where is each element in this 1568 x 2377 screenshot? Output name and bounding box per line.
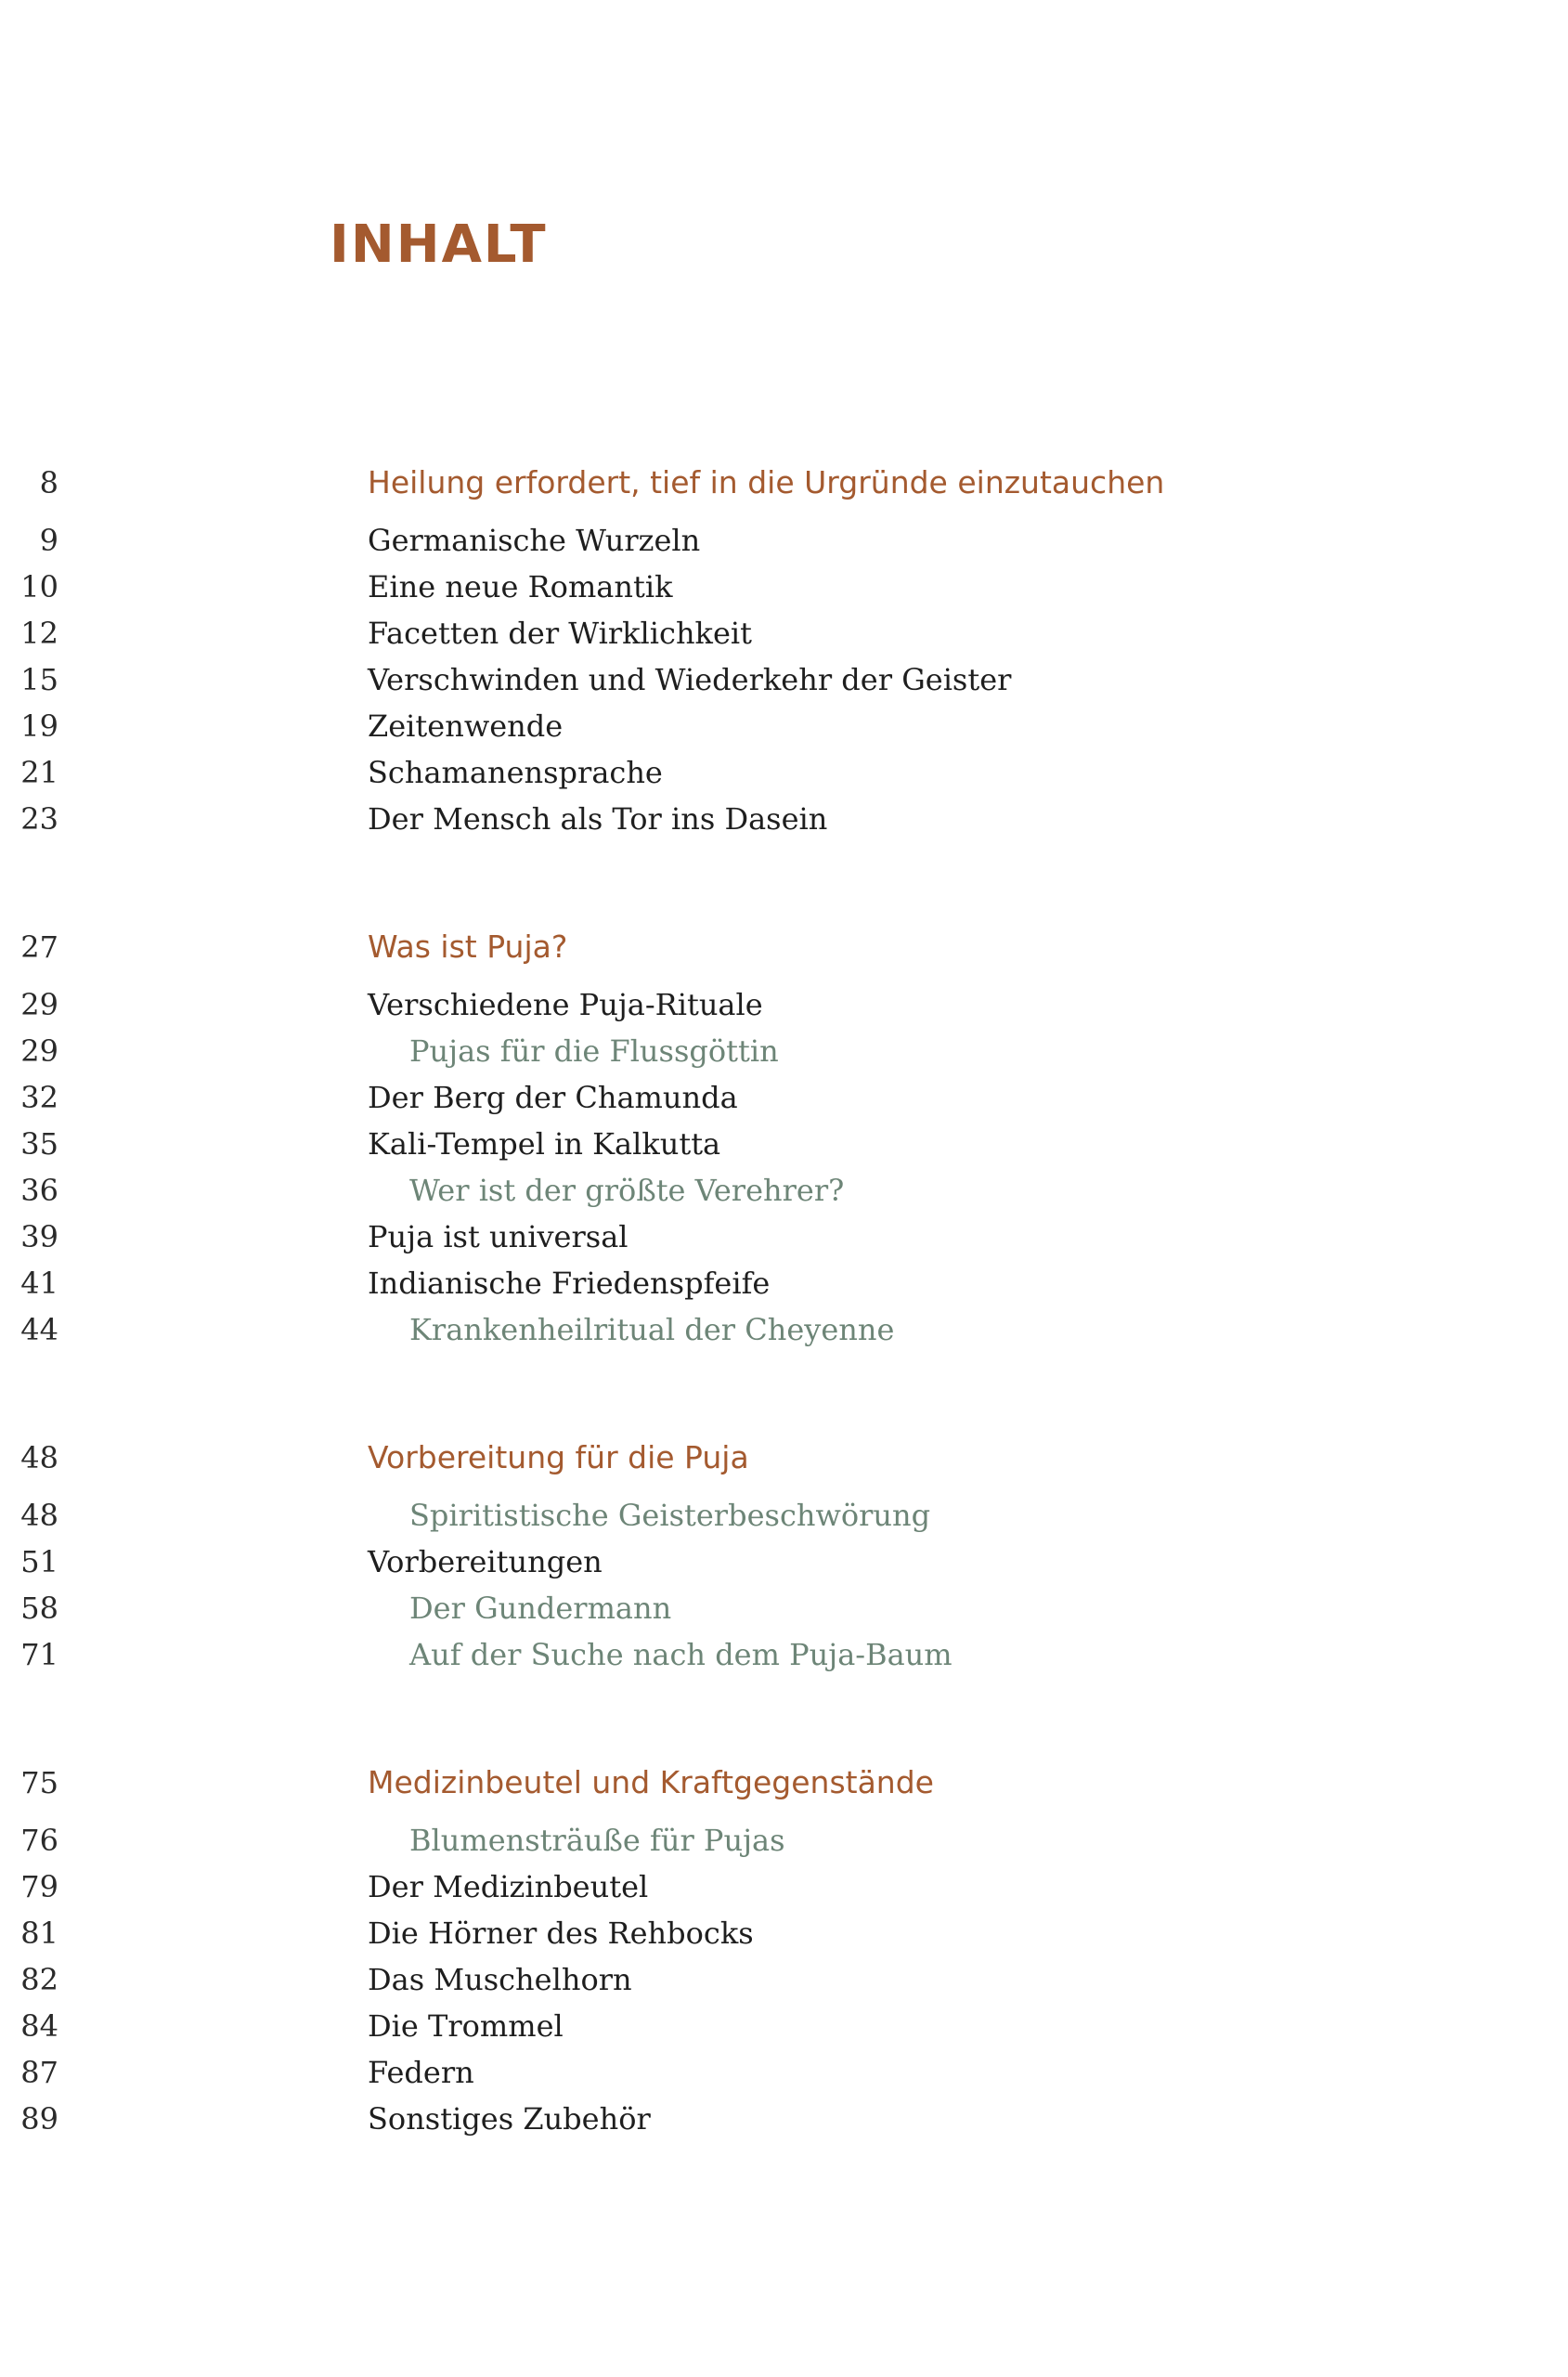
toc-entry-title: Facetten der Wirklichkeit [368, 616, 752, 651]
toc-entry-title: Indianische Friedenspfeife [368, 1266, 771, 1301]
toc-entry[interactable] [0, 1214, 1300, 1260]
toc-page-number: 29 [20, 987, 58, 1022]
toc-page-number: 41 [20, 1266, 58, 1301]
toc-entry[interactable] [0, 796, 1300, 842]
toc-page-number: 23 [20, 801, 58, 837]
toc-entry[interactable] [0, 1260, 1300, 1306]
toc-chapter-heading[interactable] [0, 1760, 1300, 1806]
toc-entry[interactable] [0, 749, 1300, 796]
toc-page-number: 58 [20, 1591, 58, 1626]
toc-entry-title: Germanische Wurzeln [368, 523, 701, 558]
toc-entry[interactable] [0, 564, 1300, 610]
toc-entry[interactable] [0, 1074, 1300, 1121]
toc-entry-title: Der Medizinbeutel [368, 1869, 649, 1904]
toc-chapter-title: Medizinbeutel und Kraftgegenstände [368, 1764, 934, 1800]
toc-entry[interactable] [0, 610, 1300, 656]
toc-entry[interactable] [0, 981, 1300, 1028]
toc-entry-title: Puja ist universal [368, 1219, 628, 1254]
toc-entry-title: Die Trommel [368, 2008, 564, 2044]
toc-entry[interactable] [0, 1121, 1300, 1167]
toc-subentry[interactable] [0, 1306, 1300, 1353]
toc-subentry[interactable] [0, 1492, 1300, 1539]
toc-subentry[interactable] [0, 1585, 1300, 1631]
toc-page-number: 9 [39, 523, 58, 558]
toc-entry-title: Kali-Tempel in Kalkutta [368, 1126, 721, 1162]
toc-entry-title: Pujas für die Flussgöttin [409, 1033, 779, 1069]
toc-page-number: 15 [20, 662, 58, 697]
toc-chapter-heading[interactable] [0, 1435, 1300, 1481]
toc-entry-title: Verschwinden und Wiederkehr der Geister [368, 662, 1012, 697]
toc-entry[interactable] [0, 2096, 1300, 2142]
toc-entry-title: Federn [368, 2055, 474, 2090]
toc-page-number: 71 [20, 1637, 58, 1672]
toc-page-number: 51 [20, 1544, 58, 1579]
toc-page-number: 82 [20, 1962, 58, 1997]
toc-entry-title: Der Berg der Chamunda [368, 1080, 738, 1115]
toc-entry-title: Das Muschelhorn [368, 1962, 632, 1997]
page-title: INHALT [330, 214, 548, 275]
toc-chapter-title: Heilung erfordert, tief in die Urgründe einzutauchen [368, 464, 1165, 500]
toc-entry-title: Blumensträuße für Pujas [409, 1823, 785, 1858]
toc-entry-title: Verschiedene Puja-Rituale [368, 987, 763, 1022]
toc-entry-title: Der Gundermann [409, 1591, 672, 1626]
toc-page-number: 21 [20, 755, 58, 790]
toc-page-number: 76 [20, 1823, 58, 1858]
toc-page-number: 29 [20, 1033, 58, 1069]
toc-entry-title: Vorbereitungen [368, 1544, 603, 1579]
toc-subentry[interactable] [0, 1631, 1300, 1678]
toc-page-number: 75 [20, 1765, 58, 1800]
toc-entry[interactable] [0, 1910, 1300, 1956]
toc-page-number: 32 [20, 1080, 58, 1115]
toc-subentry[interactable] [0, 1167, 1300, 1214]
toc-entry-title: Die Hörner des Rehbocks [368, 1916, 754, 1951]
toc-entry[interactable] [0, 2049, 1300, 2096]
toc-page-number: 10 [20, 569, 58, 604]
toc-entry[interactable] [0, 1864, 1300, 1910]
toc-page-number: 84 [20, 2008, 58, 2044]
toc-entry-title: Spiritistische Geisterbeschwörung [409, 1498, 931, 1533]
toc-page-number: 87 [20, 2055, 58, 2090]
toc-entry-title: Der Mensch als Tor ins Dasein [368, 801, 828, 837]
toc-entry-title: Eine neue Romantik [368, 569, 673, 604]
toc-entry[interactable] [0, 656, 1300, 703]
toc-page-number: 36 [20, 1173, 58, 1208]
toc-page-number: 89 [20, 2101, 58, 2137]
toc-page-number: 79 [20, 1869, 58, 1904]
toc-chapter-title: Vorbereitung für die Puja [368, 1439, 749, 1475]
toc-page-number: 35 [20, 1126, 58, 1162]
toc-entry[interactable] [0, 1956, 1300, 2003]
toc-entry[interactable] [0, 2003, 1300, 2049]
toc-subentry[interactable] [0, 1028, 1300, 1074]
toc-subentry[interactable] [0, 1817, 1300, 1864]
toc-entry-title: Sonstiges Zubehör [368, 2101, 651, 2137]
toc-entry-title: Wer ist der größte Verehrer? [409, 1173, 845, 1208]
toc-entry-title: Auf der Suche nach dem Puja-Baum [409, 1637, 952, 1672]
toc-entry[interactable] [0, 1539, 1300, 1585]
toc-page-number: 12 [20, 616, 58, 651]
toc-entry-title: Krankenheilritual der Cheyenne [409, 1312, 895, 1347]
toc-page-number: 27 [20, 929, 58, 965]
toc-page-number: 48 [20, 1498, 58, 1533]
toc-chapter-heading[interactable] [0, 460, 1300, 506]
toc-entry[interactable] [0, 517, 1300, 564]
toc-chapter-heading[interactable] [0, 924, 1300, 970]
toc-page-number: 19 [20, 708, 58, 744]
toc-page-number: 8 [39, 465, 58, 500]
toc-page-number: 48 [20, 1440, 58, 1475]
toc-entry[interactable] [0, 703, 1300, 749]
toc-page-number: 81 [20, 1916, 58, 1951]
toc-page-number: 44 [20, 1312, 58, 1347]
toc-entry-title: Schamanensprache [368, 755, 663, 790]
toc-chapter-title: Was ist Puja? [368, 929, 568, 965]
toc-page-number: 39 [20, 1219, 58, 1254]
toc-entry-title: Zeitenwende [368, 708, 564, 744]
